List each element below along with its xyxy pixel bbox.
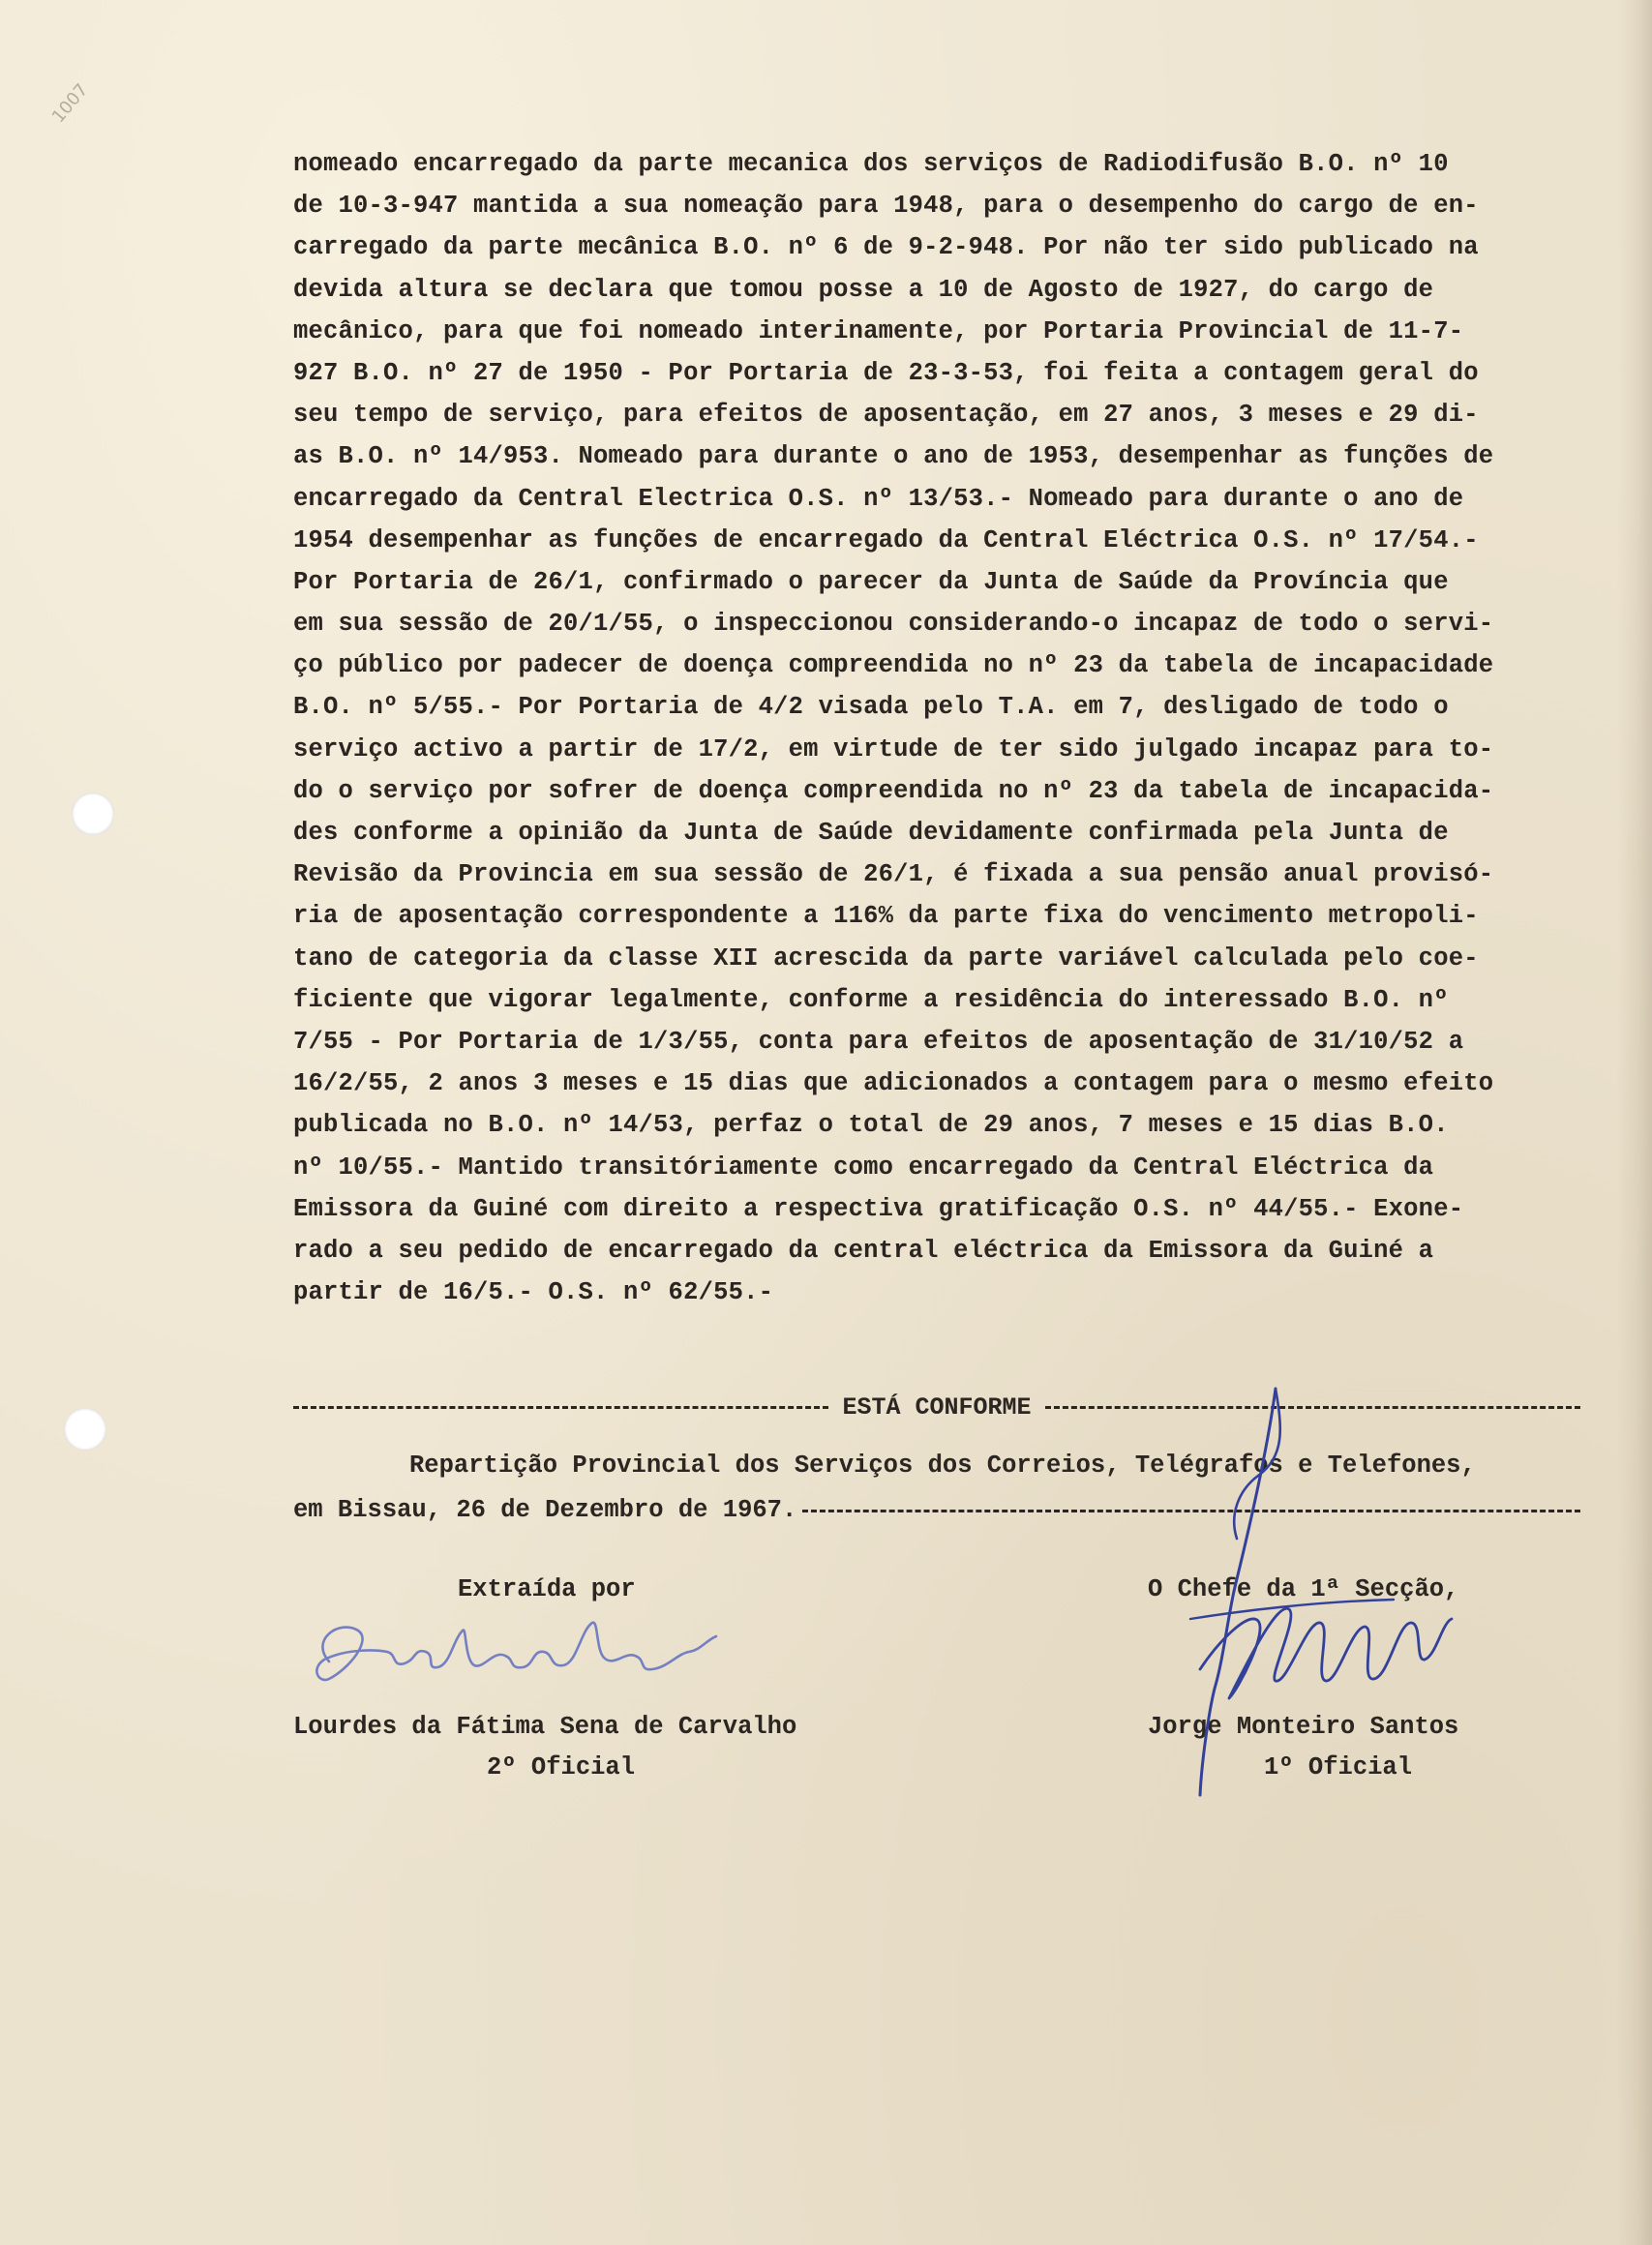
- signatory-right-rank: 1º Oficial: [1264, 1753, 1413, 1781]
- punch-hole: [64, 1408, 106, 1451]
- body-line: tano de categoria da classe XII acrescida da parte variável calculada pelo coe-: [293, 943, 1479, 973]
- signatory-left-title: Extraída por: [458, 1575, 636, 1603]
- body-line: do o serviço por sofrer de doença compreendida no nº 23 da tabela de incapacida-: [293, 776, 1494, 805]
- body-line: ficiente que vigorar legalmente, conforme a residência do interessado B.O. nº: [293, 985, 1449, 1014]
- body-line: 7/55 - Por Portaria de 1/3/55, conta para efeitos de aposentação de 31/10/52 a: [293, 1027, 1464, 1056]
- body-line: 1954 desempenhar as funções de encarregado da Central Eléctrica O.S. nº 17/54.-: [293, 525, 1479, 554]
- body-line: 16/2/55, 2 anos 3 meses e 15 dias que adicionados a contagem para o mesmo efeito: [293, 1069, 1494, 1098]
- body-line: mecânico, para que foi nomeado interinamente, por Portaria Provincial de 11-7-: [293, 316, 1464, 345]
- body-line: publicada no B.O. nº 14/53, perfaz o total de 29 anos, 7 meses e 15 dias B.O.: [293, 1111, 1449, 1140]
- closing-line-office: Repartição Provincial dos Serviços dos Correios, Telégrafos e Telefones,: [409, 1452, 1476, 1480]
- body-line: B.O. nº 5/55.- Por Portaria de 4/2 visada pelo T.A. em 7, desligado de todo o: [293, 693, 1449, 722]
- punch-hole: [72, 793, 114, 835]
- body-line: ço público por padecer de doença compreendida no nº 23 da tabela de incapacidade: [293, 651, 1494, 680]
- body-line: ria de aposentação correspondente a 116% da parte fixa do vencimento metropoli-: [293, 902, 1479, 931]
- page-edge-shadow: [1617, 0, 1652, 2245]
- body-line: carregado da parte mecânica B.O. nº 6 de 9-2-948. Por não ter sido publicado na: [293, 233, 1479, 262]
- signatory-right: [1148, 1570, 1554, 1788]
- body-line: Emissora da Guiné com direito a respectiva gratificação O.S. nº 44/55.- Exone-: [293, 1194, 1464, 1223]
- corner-mark: 1007: [47, 79, 93, 128]
- closing-date-text: em Bissau, 26 de Dezembro de 1967.: [293, 1496, 797, 1524]
- conforme-line: [293, 1388, 1580, 1426]
- body-line: de 10-3-947 mantida a sua nomeação para 1948, para o desempenho do cargo de en-: [293, 192, 1479, 221]
- conforme-label: ESTÁ CONFORME: [842, 1392, 1032, 1422]
- body-line: 927 B.O. nº 27 de 1950 - Por Portaria de 23-3-53, foi feita a contagem geral do: [293, 358, 1479, 387]
- body-line: Revisão da Provincia em sua sessão de 26/1, é fixada a sua pensão anual provisó-: [293, 860, 1494, 889]
- body-line: as B.O. nº 14/953. Nomeado para durante o ano de 1953, desempenhar as funções de: [293, 442, 1494, 471]
- body-line: serviço activo a partir de 17/2, em virtude de ter sido julgado incapaz para to-: [293, 734, 1494, 763]
- body-line: em sua sessão de 20/1/55, o inspeccionou considerando-o incapaz de todo o servi-: [293, 610, 1494, 639]
- body-line: rado a seu pedido de encarregado da central eléctrica da Emissora da Guiné a: [293, 1236, 1434, 1265]
- signatory-left-name: Lourdes da Fátima Sena de Carvalho: [293, 1713, 797, 1741]
- body-line: des conforme a opinião da Junta de Saúde devidamente confirmada pela Junta de: [293, 819, 1449, 847]
- closing-line-date: [293, 1488, 1580, 1533]
- dashed-rule: [293, 1406, 828, 1409]
- body-line: Por Portaria de 26/1, confirmado o parecer da Junta de Saúde da Província que: [293, 567, 1449, 596]
- body-line: partir de 16/5.- O.S. nº 62/55.-: [293, 1278, 774, 1307]
- body-line: seu tempo de serviço, para efeitos de aposentação, em 27 anos, 3 meses e 29 di-: [293, 401, 1479, 430]
- body-line: devida altura se declara que tomou posse a 10 de Agosto de 1927, do cargo de: [293, 275, 1434, 304]
- document-body: [293, 143, 1571, 1313]
- body-line: nº 10/55.- Mantido transitóriamente como encarregado da Central Eléctrica da: [293, 1152, 1434, 1182]
- signatory-left: [293, 1570, 874, 1788]
- closing-statement: [293, 1444, 1580, 1533]
- signatory-left-rank: 2º Oficial: [487, 1753, 636, 1781]
- body-line: encarregado da Central Electrica O.S. nº 13/53.- Nomeado para durante o ano de: [293, 484, 1464, 513]
- dashed-rule: [1045, 1406, 1580, 1409]
- signatory-right-name: Jorge Monteiro Santos: [1148, 1713, 1459, 1741]
- signatory-right-title: O Chefe da 1ª Secção,: [1148, 1575, 1459, 1603]
- dashed-rule: [802, 1510, 1580, 1512]
- body-line: nomeado encarregado da parte mecanica dos serviços de Radiodifusão B.O. nº 10: [293, 150, 1449, 178]
